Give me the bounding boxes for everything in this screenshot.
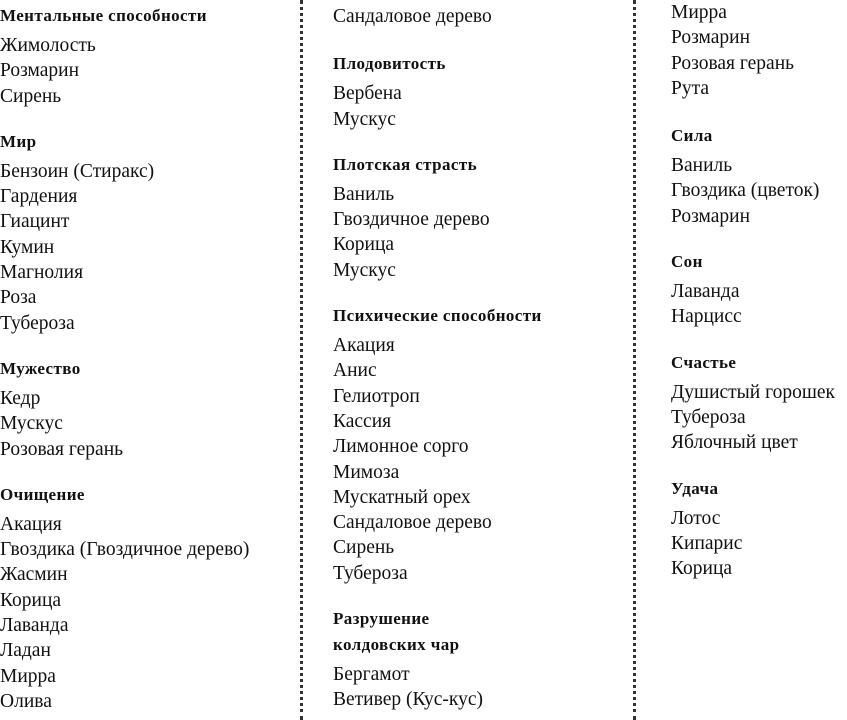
section-mental-abilities <box>0 3 249 109</box>
list-item: Бергамот <box>333 664 410 686</box>
list-item: Розовая герань <box>0 438 124 460</box>
list-item: Лаванда <box>671 281 740 303</box>
list-item: Гардения <box>0 186 78 208</box>
column-divider <box>300 0 303 720</box>
list-item: Тубероза <box>0 312 75 334</box>
section-heading: Удача <box>671 478 719 498</box>
list-item: Мирра <box>0 665 56 687</box>
list-item: Корица <box>0 589 62 611</box>
section-peace <box>0 129 249 336</box>
list-item: Тубероза <box>671 406 746 428</box>
column-3 <box>671 0 835 581</box>
section-continuation <box>333 4 542 29</box>
list-item: Акация <box>333 335 395 357</box>
section-heading: Мужество <box>0 358 81 378</box>
list-item: Душистый горошек <box>671 381 835 403</box>
list-item: Кассия <box>333 410 392 432</box>
list-item: Ваниль <box>671 155 733 177</box>
list-item: Кумин <box>0 236 55 258</box>
section-hex-breaking <box>333 606 542 713</box>
list-item: Анис <box>333 360 377 382</box>
section-fertility <box>333 51 542 132</box>
section-heading: Очищение <box>0 484 85 504</box>
section-happiness <box>671 350 835 456</box>
section-heading: Ментальные способности <box>0 6 207 25</box>
section-heading-line: колдовских чар <box>333 635 460 655</box>
list-item: Жасмин <box>0 564 68 586</box>
list-item: Вербена <box>333 83 402 105</box>
section-heading: Сила <box>671 126 713 146</box>
list-item: Мускус <box>0 413 63 435</box>
list-item: Сирень <box>0 85 62 107</box>
list-item: Ладан <box>0 640 51 662</box>
column-divider <box>633 0 636 720</box>
list-item: Розмарин <box>671 205 751 227</box>
list-item: Мускатный орех <box>333 486 471 508</box>
list-item: Розовая герань <box>671 52 795 74</box>
list-item: Гвоздика (Гвоздичное дерево) <box>0 539 250 561</box>
list-item: Гиацинт <box>0 211 70 233</box>
list-item: Жимолость <box>0 35 96 56</box>
section-courage <box>0 356 249 462</box>
section-sleep <box>671 249 835 330</box>
list-item: Гвоздика (цветок) <box>671 180 820 202</box>
list-item: Корица <box>671 558 733 580</box>
list-item: Олива <box>0 690 52 712</box>
list-item: Нарцисс <box>671 306 742 328</box>
list-item: Ваниль <box>333 183 395 205</box>
section-psychic-abilities <box>333 303 542 586</box>
list-item: Сандаловое дерево <box>333 6 492 27</box>
list-item: Бензоин (Стиракс) <box>0 160 155 182</box>
list-item: Сандаловое дерево <box>333 512 492 534</box>
section-heading: Психические способности <box>333 306 542 326</box>
section-power <box>671 123 835 229</box>
column-2 <box>333 4 542 713</box>
list-item: Гвоздичное дерево <box>333 209 490 231</box>
list-item: Мускус <box>333 259 396 281</box>
section-continuation <box>671 0 835 101</box>
section-heading <box>333 606 542 658</box>
section-heading-line: Разрушение <box>333 609 430 629</box>
list-item: Корица <box>333 234 395 256</box>
list-item: Гелиотроп <box>333 385 420 407</box>
section-lust <box>333 152 542 283</box>
list-item: Кипарис <box>671 532 743 554</box>
list-item: Акация <box>0 513 62 535</box>
list-item: Мускус <box>333 108 396 130</box>
list-item: Лотос <box>671 507 721 529</box>
section-heading: Мир <box>0 131 37 151</box>
section-heading: Плодовитость <box>333 54 446 74</box>
list-item: Мимоза <box>333 461 400 483</box>
list-item: Розмарин <box>0 60 80 82</box>
section-purification <box>0 482 249 714</box>
list-item: Ветивер (Кус-кус) <box>333 689 484 711</box>
list-item: Роза <box>0 287 37 309</box>
list-item: Рута <box>671 77 710 99</box>
list-item: Лимонное сорго <box>333 436 469 458</box>
list-item: Яблочный цвет <box>671 432 798 454</box>
list-item: Магнолия <box>0 262 84 284</box>
list-item: Сирень <box>333 537 395 559</box>
list-item: Мирра <box>671 2 727 23</box>
section-luck <box>671 476 835 582</box>
list-item: Кедр <box>0 387 41 409</box>
list-item: Розмарин <box>671 27 751 49</box>
section-heading: Плотская страсть <box>333 154 477 174</box>
list-item: Тубероза <box>333 562 408 584</box>
section-heading: Счастье <box>671 352 737 372</box>
list-item: Лаванда <box>0 615 69 637</box>
section-heading: Сон <box>671 252 703 272</box>
column-1 <box>0 3 249 714</box>
